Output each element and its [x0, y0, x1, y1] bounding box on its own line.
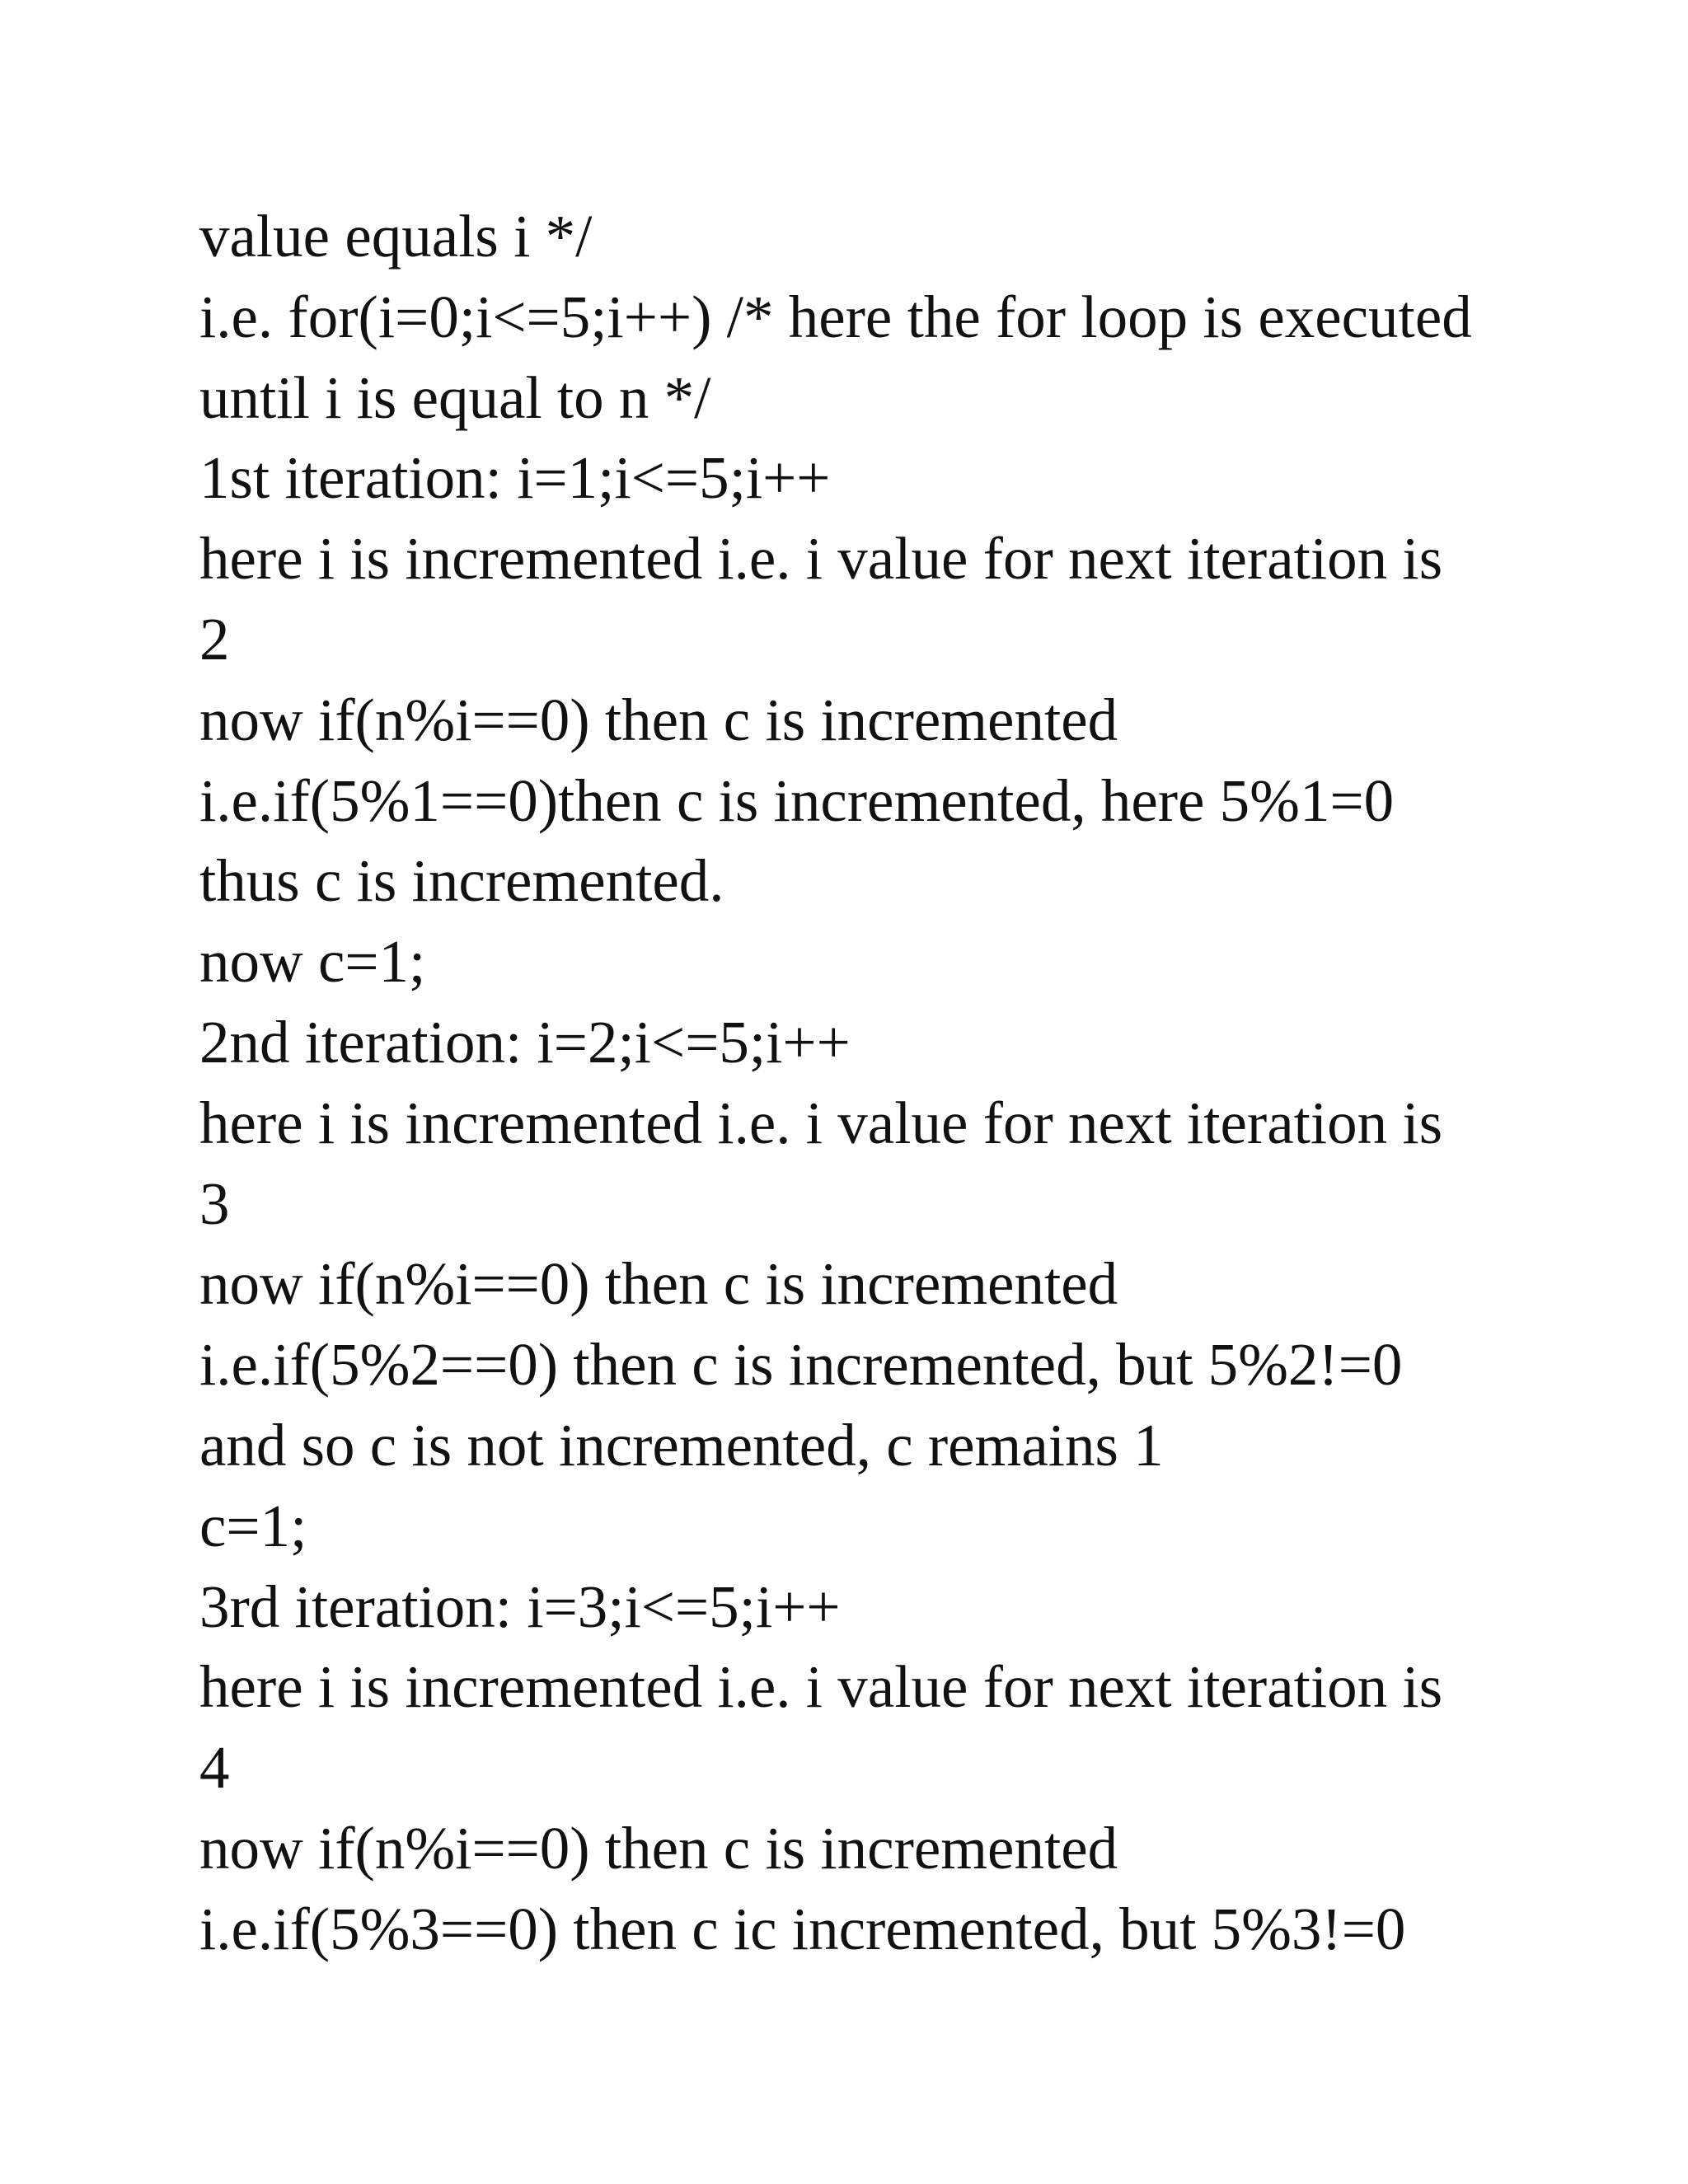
text-line: here i is incremented i.e. i value for next iteration is [199, 1089, 1443, 1156]
text-line: i.e. for(i=0;i<=5;i++) /* here the for loop is executed [199, 283, 1472, 350]
text-line: now if(n%i==0) then c is incremented [199, 1814, 1118, 1882]
text-line: i.e.if(5%1==0)then c is incremented, here 5%1=0 [199, 766, 1395, 834]
text-line: i.e.if(5%3==0) then c ic incremented, but 5%3!=0 [199, 1895, 1406, 1962]
document-text [199, 196, 1601, 1970]
text-line: here i is incremented i.e. i value for next iteration is [199, 1653, 1443, 1721]
text-line: 2nd iteration: i=2;i<=5;i++ [199, 1008, 851, 1076]
text-line: 3rd iteration: i=3;i<=5;i++ [199, 1572, 841, 1640]
text-line: thus c is incremented. [199, 847, 724, 915]
text-line: value equals i */ [199, 203, 593, 269]
text-line: 3 [199, 1169, 230, 1237]
text-line: 1st iteration: i=1;i<=5;i++ [199, 444, 831, 512]
text-line: until i is equal to n */ [199, 363, 711, 431]
text-line: 4 [199, 1734, 230, 1802]
text-line: now if(n%i==0) then c is incremented [199, 1250, 1118, 1318]
text-line: c=1; [199, 1492, 307, 1559]
text-line: i.e.if(5%2==0) then c is incremented, but 5%2!=0 [199, 1331, 1403, 1399]
text-line: now if(n%i==0) then c is incremented [199, 686, 1118, 753]
text-line: and so c is not incremented, c remains 1 [199, 1411, 1164, 1479]
text-line: 2 [199, 605, 230, 673]
text-line: here i is incremented i.e. i value for next iteration is [199, 525, 1443, 593]
text-line: now c=1; [199, 928, 426, 996]
